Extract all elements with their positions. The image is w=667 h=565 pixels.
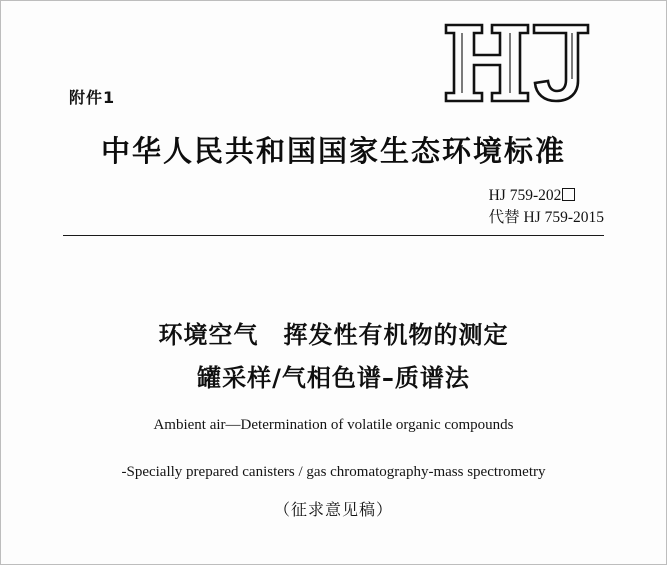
page-title: 中华人民共和国国家生态环境标准: [100, 134, 566, 168]
subject-title-en: [1, 417, 666, 481]
standard-number: HJ 759-202: [488, 187, 562, 204]
hj-emblem-icon: [438, 21, 598, 107]
subject-title-cn-line1: 环境空气 挥发性有机物的测定: [158, 321, 509, 349]
replaces-line: 代替 HJ 759-2015: [488, 209, 604, 227]
subject-title-en-line2: -Specially prepared canisters / gas chromatography-mass spectrometry: [121, 464, 546, 480]
standard-number-block: [489, 185, 604, 230]
subject-title-cn-line2: 罐采样/气相色谱–质谱法: [197, 364, 470, 393]
standard-number-line: [489, 185, 604, 207]
empty-box-icon: [562, 188, 575, 201]
subject-title-en-line1: Ambient air—Determination of volatile organic compounds: [153, 417, 514, 433]
draft-status-note: （征求意见稿）: [273, 500, 393, 519]
header-divider: [63, 235, 604, 236]
attachment-label: 附件1: [69, 88, 116, 107]
subject-title-cn: [1, 317, 666, 397]
